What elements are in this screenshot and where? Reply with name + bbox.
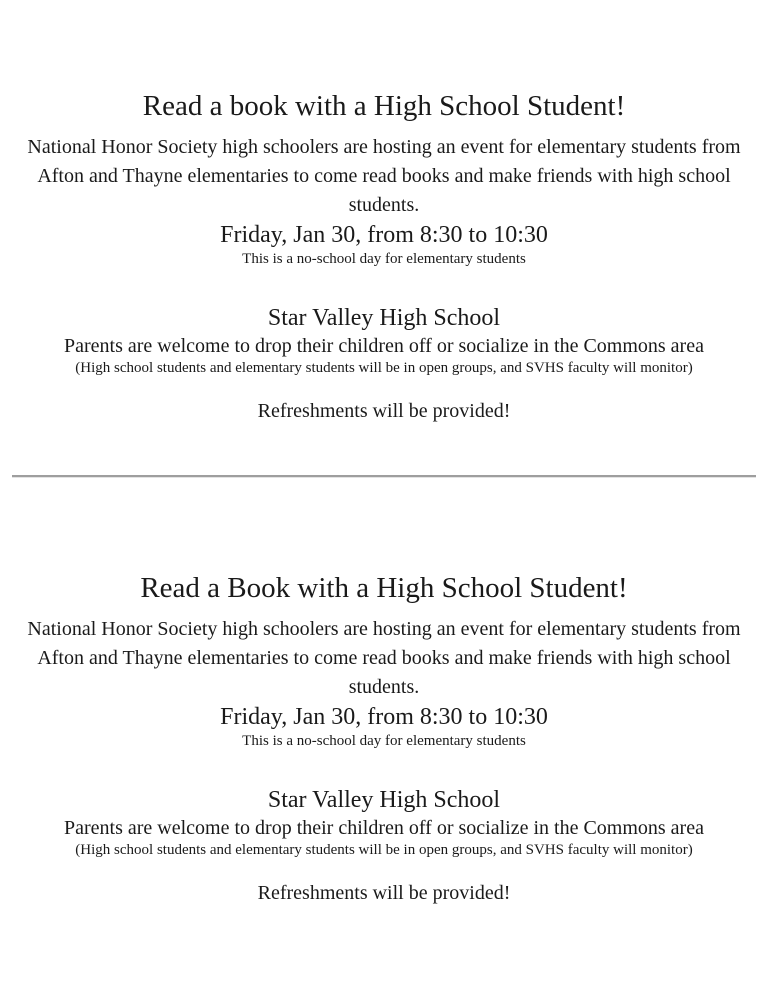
flyer-intro-line: Afton and Thayne elementaries to come read books and make friends with high school — [37, 647, 731, 669]
venue-note: (High school students and elementary students will be in open groups, and SVHS faculty will monitor) — [75, 360, 693, 376]
flyer-title: Read a Book with a High School Student! — [140, 572, 628, 604]
venue-note: (High school students and elementary students will be in open groups, and SVHS faculty will monitor) — [75, 842, 693, 858]
flyer-copy-2 — [0, 478, 768, 906]
event-datetime: Friday, Jan 30, from 8:30 to 10:30 — [220, 222, 548, 248]
refreshments-line: Refreshments will be provided! — [257, 882, 511, 904]
flyer-intro — [14, 615, 754, 702]
venue-name: Star Valley High School — [267, 787, 501, 813]
flyer-intro-line: students. — [348, 194, 420, 216]
flyer-intro-line: National Honor Society high schoolers are hosting an event for elementary students from — [27, 136, 741, 158]
flyer-intro — [14, 133, 754, 220]
flyer-intro-line: Afton and Thayne elementaries to come read books and make friends with high school — [37, 165, 731, 187]
refreshments-line: Refreshments will be provided! — [257, 400, 511, 422]
venue-name: Star Valley High School — [267, 305, 501, 331]
event-datetime: Friday, Jan 30, from 8:30 to 10:30 — [220, 704, 548, 730]
venue-detail: Parents are welcome to drop their children off or socialize in the Commons area — [64, 335, 704, 357]
flyer-copy-1 — [0, 0, 768, 424]
flyer-intro-line: students. — [348, 676, 420, 698]
event-datetime-note: This is a no-school day for elementary students — [242, 251, 526, 267]
event-datetime-note: This is a no-school day for elementary students — [242, 733, 526, 749]
venue-detail: Parents are welcome to drop their children off or socialize in the Commons area — [64, 817, 704, 839]
flyer-intro-line: National Honor Society high schoolers are hosting an event for elementary students from — [27, 618, 741, 640]
flyer-title: Read a book with a High School Student! — [142, 90, 626, 122]
